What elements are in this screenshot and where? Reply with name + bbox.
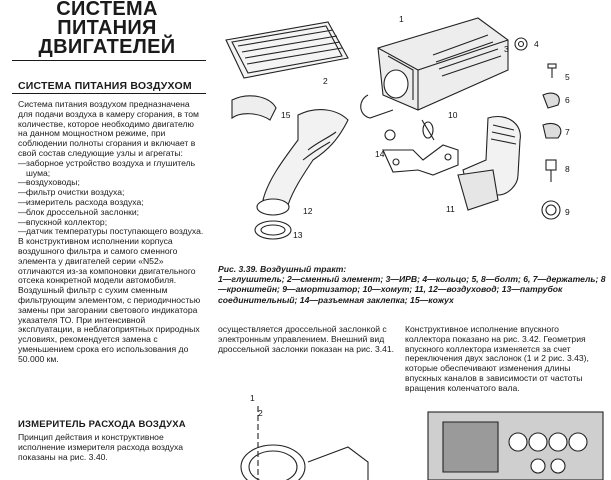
outlet-duct-drawing (458, 117, 520, 210)
figure-caption-body: 1—глушитель; 2—сменный элемент; 3—ИРВ; 4—кольцо; 5, 8—болт; 6, 7—держатель; 8—кронштейн; 9—амортизатор; 10—хомут; 11, 12—воздуховод; 13—патрубок соединительный; 14—разъемная заклепка; 15—кожух (218, 274, 606, 305)
section-heading-meter: ИЗМЕРИТЕЛЬ РАСХОДА ВОЗДУХА (18, 419, 186, 430)
chapter-title (8, 0, 206, 57)
filter-element-drawing (226, 22, 348, 78)
callout-9: 9 (565, 207, 570, 217)
bracket-drawing (383, 120, 458, 175)
callout-2: 2 (323, 76, 328, 86)
section-air-para-3: Воздушный фильтр с сухим сменным фильтрующим элементом, с периодичностью замены при загорании светового индикатора указателя ТО. При интенсивной эксплуатации, в неблагоприятных природных условиях, рекомендуется замена с уменьшением срока его использования до 50.000 км. (18, 285, 201, 364)
air-box-drawing (361, 18, 508, 118)
list-item: — заборное устройство воздуха и глушитель шума; (18, 159, 204, 179)
fastener-drawings (515, 38, 561, 219)
intake-duct-drawing (255, 110, 348, 239)
callout-4: 4 (534, 39, 539, 49)
callout-bottom-2: 2 (258, 408, 263, 418)
cover-drawing (232, 96, 276, 120)
figure-caption (218, 264, 606, 305)
section-meter-body: Принцип действия и конструктивное исполнение измерителя расхода воздуха показаны на рис. 3.40. (18, 432, 184, 462)
intake-manifold-drawing (428, 412, 603, 480)
figure-caption-title: Рис. 3.39. Воздушный тракт: (218, 264, 347, 274)
list-item: — датчик температуры поступающего воздуха. (18, 227, 204, 237)
section-air-intro: Система питания воздухом предназначена для подачи воздуха в камеру сгорания, в том количестве, которое необходимо двигателю на данном мощностном режиме, при соблюдении полноты сгорания и включает в свой состав следующие узлы и агрегаты: (18, 99, 199, 158)
component-list (18, 159, 204, 237)
callout-11: 11 (446, 204, 455, 214)
callout-8: 8 (565, 164, 570, 174)
list-item: — впускной коллектор; (18, 218, 204, 228)
callout-7: 7 (565, 127, 570, 137)
section-divider (12, 93, 206, 94)
section-air-para-2: В конструктивном исполнении корпуса воздушного фильтра и самого сменного элемента у двигателей серии «N52» отличаются из-за компоновки двигательного отсека конкретной модели автомобиля. (18, 236, 196, 286)
callout-12: 12 (303, 206, 313, 216)
section-heading-air: СИСТЕМА ПИТАНИЯ ВОЗДУХОМ (18, 80, 192, 92)
chapter-title-line-2: ПИТАНИЯ (57, 17, 157, 39)
right-column-text: Конструктивное исполнение впускного коллектора показано на рис. 3.42. Геометрия впускного коллектора изменяется за счет переключения двух заслонок (1 и 2 рис. 3.43), которые обеспечивают изменения длины впускных каналов в зависимости от частоты вращения коленчатого вала. (405, 324, 589, 393)
list-item: — воздуховоды; (18, 178, 204, 188)
callout-3: 3 (504, 44, 509, 54)
chapter-title-line-3: ДВИГАТЕЛЕЙ (38, 36, 176, 58)
callout-15: 15 (281, 110, 291, 120)
callout-13: 13 (293, 230, 303, 240)
callout-5: 5 (565, 72, 570, 82)
callout-10: 10 (448, 110, 458, 120)
callout-bottom-1: 1 (250, 393, 255, 403)
air-intake-diagram (218, 0, 611, 260)
middle-column-text: осуществляется дроссельной заслонкой с электронным управлением. Внешний вид дроссельной заслонки показан на рис. 3.41. (218, 324, 395, 354)
callout-1: 1 (399, 14, 404, 24)
list-item: — блок дроссельной заслонки; (18, 208, 204, 218)
callout-14: 14 (375, 149, 385, 159)
section-air-body (18, 100, 204, 365)
callout-6: 6 (565, 95, 570, 105)
chapter-title-line-1: СИСТЕМА (56, 0, 158, 20)
bottom-figures (218, 392, 611, 480)
list-item: — фильтр очистки воздуха; (18, 188, 204, 198)
title-divider (12, 60, 206, 61)
list-item: — измеритель расхода воздуха; (18, 198, 204, 208)
